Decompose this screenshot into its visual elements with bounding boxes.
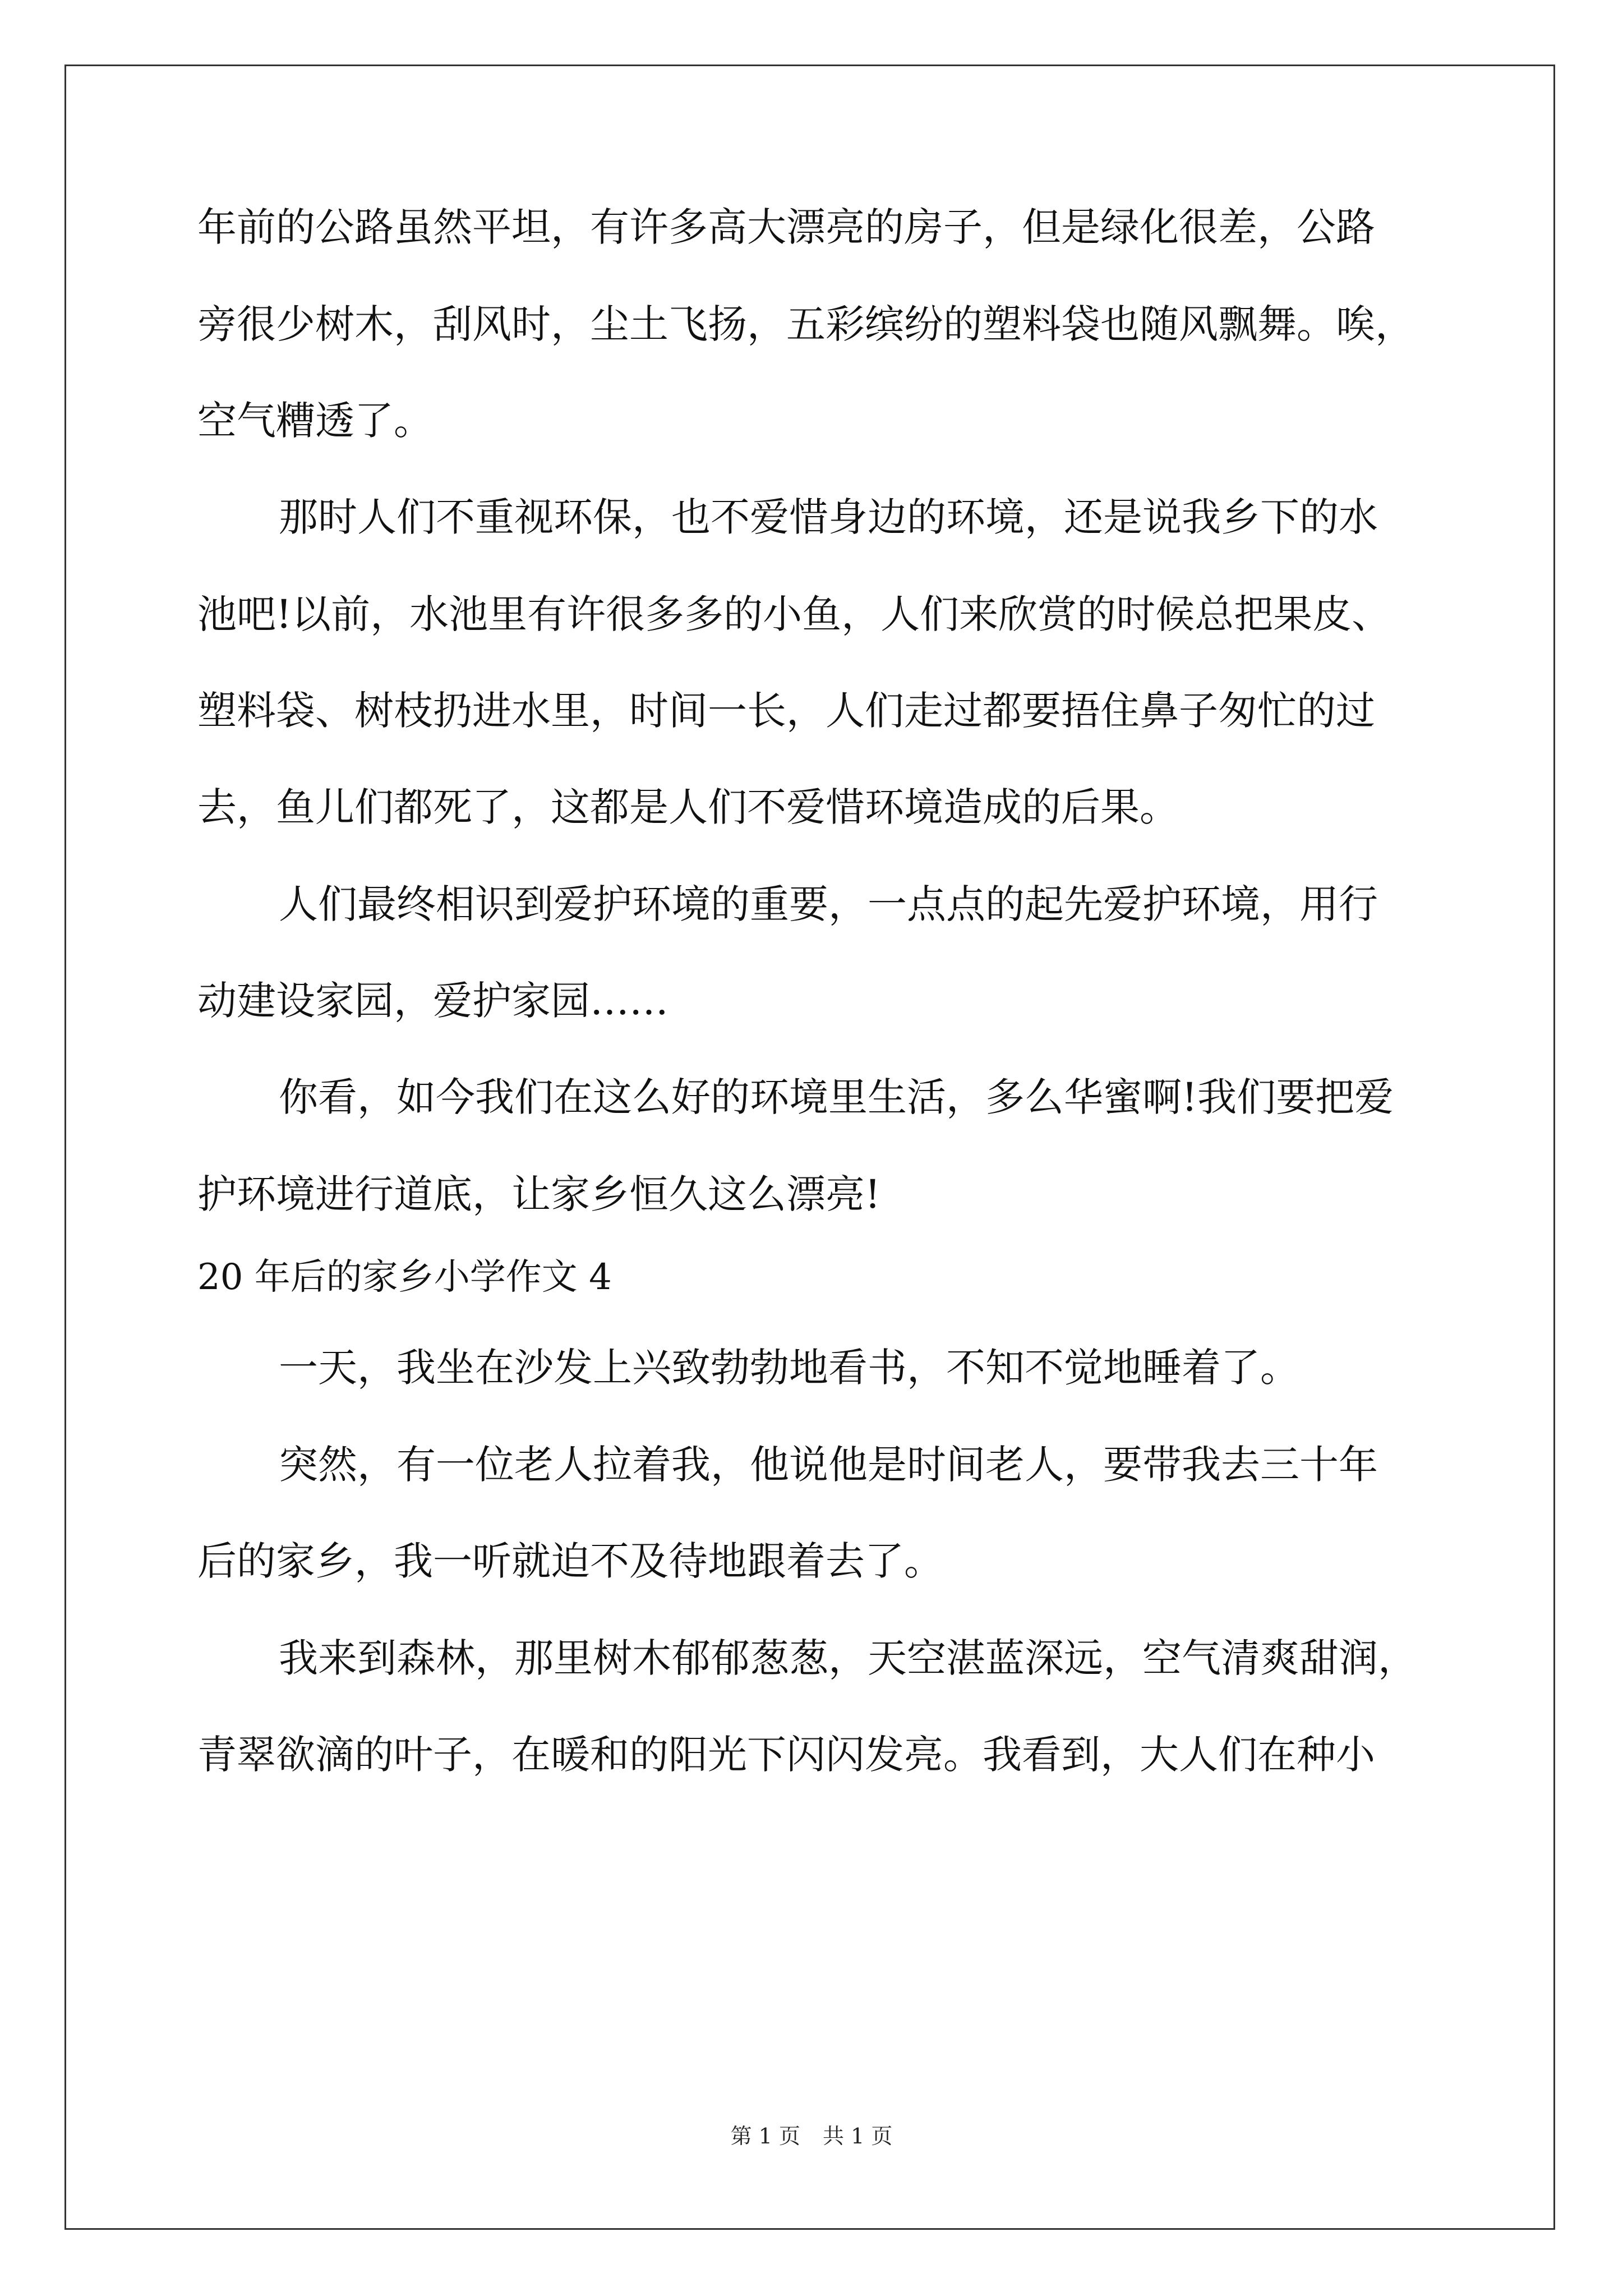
text-line: 青翠欲滴的叶子，在暖和的阳光下闪闪发亮。我看到，大人们在种小 [197,1732,1375,1778]
page-footer [0,2125,1623,2147]
text-line: 池吧!以前，水池里有许很多多的小鱼，人们来欣赏的时候总把果皮、 [197,591,1391,637]
text-line: 塑料袋、树枝扔进水里，时间一长，人们走过都要捂住鼻子匆忙的过 [197,688,1375,734]
paragraph-start-line: 突然，有一位老人拉着我，他说他是时间老人，要带我去三十年 [279,1442,1378,1488]
page-number: 第 1 页 [730,2124,800,2148]
paragraph-start-line: 我来到森林，那里树木郁郁葱葱，天空湛蓝深远，空气清爽甜润， [279,1635,1417,1681]
text-line: 护环境进行道底，让家乡恒久这么漂亮! [197,1171,881,1217]
text-line: 年前的公路虽然平坦，有许多高大漂亮的房子，但是绿化很差，公路 [197,204,1375,250]
paragraph-start-line: 你看，如今我们在这么好的环境里生活，多么华蜜啊!我们要把爱 [279,1074,1394,1120]
paragraph-start-line: 人们最终相识到爱护环境的重要，一点点的起先爱护环境，用行 [279,881,1378,927]
paragraph-start-line: 那时人们不重视环保，也不爱惜身边的环境，还是说我乡下的水 [279,494,1378,540]
page-border [64,65,1555,2230]
section-heading: 20 年后的家乡小学作文 4 [197,1257,612,1298]
text-line: 后的家乡，我一听就迫不及待地跟着去了。 [197,1538,943,1584]
text-line: 空气糟透了。 [197,398,433,444]
paragraph-start-line: 一天，我坐在沙发上兴致勃勃地看书，不知不觉地睡着了。 [279,1345,1299,1391]
page-total: 共 1 页 [823,2124,893,2148]
text-line: 动建设家园，爱护家园…… [197,978,668,1024]
text-line: 旁很少树木，刮风时，尘土飞扬，五彩缤纷的塑料袋也随风飘舞。唉， [197,301,1414,347]
text-line: 去，鱼儿们都死了，这都是人们不爱惜环境造成的后果。 [197,784,1179,830]
